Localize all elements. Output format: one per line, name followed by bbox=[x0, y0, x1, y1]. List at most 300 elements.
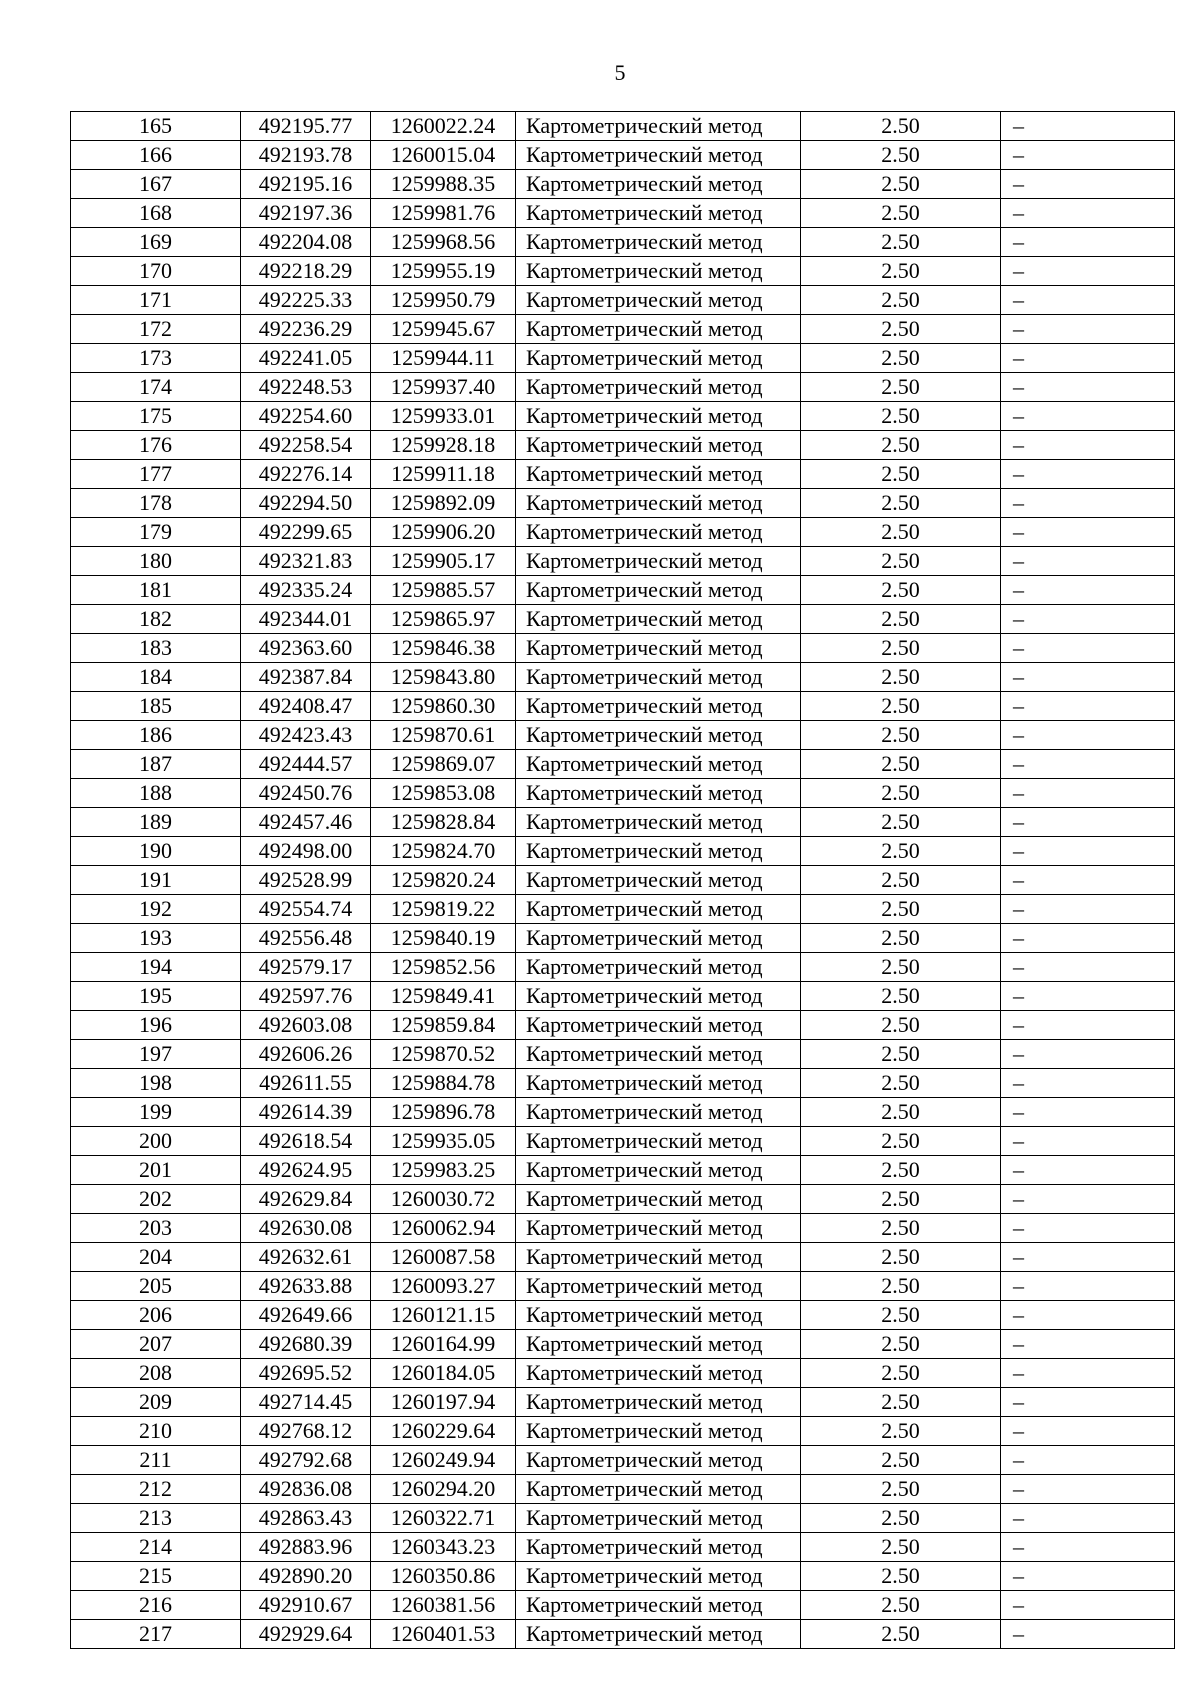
method-cell: Картометрический метод bbox=[516, 1301, 801, 1330]
accuracy-cell: 2.50 bbox=[801, 1011, 1001, 1040]
accuracy-cell: 2.50 bbox=[801, 721, 1001, 750]
x-coordinate-cell: 492890.20 bbox=[241, 1562, 371, 1591]
note-cell: – bbox=[1001, 1011, 1175, 1040]
x-coordinate-cell: 492457.46 bbox=[241, 808, 371, 837]
accuracy-cell: 2.50 bbox=[801, 199, 1001, 228]
x-coordinate-cell: 492225.33 bbox=[241, 286, 371, 315]
y-coordinate-cell: 1260022.24 bbox=[371, 112, 516, 141]
table-row bbox=[71, 808, 1175, 837]
method-cell: Картометрический метод bbox=[516, 982, 801, 1011]
accuracy-cell: 2.50 bbox=[801, 344, 1001, 373]
accuracy-cell: 2.50 bbox=[801, 1069, 1001, 1098]
method-cell: Картометрический метод bbox=[516, 547, 801, 576]
note-cell: – bbox=[1001, 1127, 1175, 1156]
accuracy-cell: 2.50 bbox=[801, 866, 1001, 895]
accuracy-cell: 2.50 bbox=[801, 924, 1001, 953]
method-cell: Картометрический метод bbox=[516, 518, 801, 547]
point-number-cell: 207 bbox=[71, 1330, 241, 1359]
accuracy-cell: 2.50 bbox=[801, 1185, 1001, 1214]
table-row bbox=[71, 1040, 1175, 1069]
note-cell: – bbox=[1001, 1388, 1175, 1417]
coordinates-table-body bbox=[71, 112, 1175, 1649]
table-row bbox=[71, 1185, 1175, 1214]
method-cell: Картометрический метод bbox=[516, 199, 801, 228]
x-coordinate-cell: 492929.64 bbox=[241, 1620, 371, 1649]
note-cell: – bbox=[1001, 1330, 1175, 1359]
point-number-cell: 213 bbox=[71, 1504, 241, 1533]
x-coordinate-cell: 492335.24 bbox=[241, 576, 371, 605]
accuracy-cell: 2.50 bbox=[801, 953, 1001, 982]
accuracy-cell: 2.50 bbox=[801, 1040, 1001, 1069]
method-cell: Картометрический метод bbox=[516, 663, 801, 692]
y-coordinate-cell: 1259853.08 bbox=[371, 779, 516, 808]
table-row bbox=[71, 1620, 1175, 1649]
note-cell: – bbox=[1001, 866, 1175, 895]
y-coordinate-cell: 1259852.56 bbox=[371, 953, 516, 982]
method-cell: Картометрический метод bbox=[516, 866, 801, 895]
point-number-cell: 168 bbox=[71, 199, 241, 228]
accuracy-cell: 2.50 bbox=[801, 460, 1001, 489]
accuracy-cell: 2.50 bbox=[801, 750, 1001, 779]
point-number-cell: 214 bbox=[71, 1533, 241, 1562]
method-cell: Картометрический метод bbox=[516, 1069, 801, 1098]
method-cell: Картометрический метод bbox=[516, 141, 801, 170]
note-cell: – bbox=[1001, 605, 1175, 634]
point-number-cell: 202 bbox=[71, 1185, 241, 1214]
y-coordinate-cell: 1259824.70 bbox=[371, 837, 516, 866]
x-coordinate-cell: 492632.61 bbox=[241, 1243, 371, 1272]
note-cell: – bbox=[1001, 1040, 1175, 1069]
y-coordinate-cell: 1260294.20 bbox=[371, 1475, 516, 1504]
accuracy-cell: 2.50 bbox=[801, 1504, 1001, 1533]
method-cell: Картометрический метод bbox=[516, 402, 801, 431]
table-row bbox=[71, 199, 1175, 228]
method-cell: Картометрический метод bbox=[516, 373, 801, 402]
note-cell: – bbox=[1001, 1185, 1175, 1214]
note-cell: – bbox=[1001, 1243, 1175, 1272]
y-coordinate-cell: 1260229.64 bbox=[371, 1417, 516, 1446]
x-coordinate-cell: 492883.96 bbox=[241, 1533, 371, 1562]
table-row bbox=[71, 1243, 1175, 1272]
accuracy-cell: 2.50 bbox=[801, 605, 1001, 634]
table-row bbox=[71, 460, 1175, 489]
note-cell: – bbox=[1001, 431, 1175, 460]
point-number-cell: 187 bbox=[71, 750, 241, 779]
note-cell: – bbox=[1001, 141, 1175, 170]
point-number-cell: 208 bbox=[71, 1359, 241, 1388]
accuracy-cell: 2.50 bbox=[801, 1243, 1001, 1272]
method-cell: Картометрический метод bbox=[516, 692, 801, 721]
table-row bbox=[71, 1388, 1175, 1417]
note-cell: – bbox=[1001, 402, 1175, 431]
accuracy-cell: 2.50 bbox=[801, 1301, 1001, 1330]
point-number-cell: 193 bbox=[71, 924, 241, 953]
note-cell: – bbox=[1001, 1620, 1175, 1649]
y-coordinate-cell: 1259988.35 bbox=[371, 170, 516, 199]
x-coordinate-cell: 492863.43 bbox=[241, 1504, 371, 1533]
x-coordinate-cell: 492254.60 bbox=[241, 402, 371, 431]
y-coordinate-cell: 1259884.78 bbox=[371, 1069, 516, 1098]
method-cell: Картометрический метод bbox=[516, 1446, 801, 1475]
y-coordinate-cell: 1259911.18 bbox=[371, 460, 516, 489]
table-row bbox=[71, 1098, 1175, 1127]
y-coordinate-cell: 1259885.57 bbox=[371, 576, 516, 605]
y-coordinate-cell: 1259905.17 bbox=[371, 547, 516, 576]
x-coordinate-cell: 492236.29 bbox=[241, 315, 371, 344]
method-cell: Картометрический метод bbox=[516, 170, 801, 199]
y-coordinate-cell: 1259860.30 bbox=[371, 692, 516, 721]
note-cell: – bbox=[1001, 1214, 1175, 1243]
accuracy-cell: 2.50 bbox=[801, 1272, 1001, 1301]
method-cell: Картометрический метод bbox=[516, 1620, 801, 1649]
y-coordinate-cell: 1260121.15 bbox=[371, 1301, 516, 1330]
point-number-cell: 173 bbox=[71, 344, 241, 373]
x-coordinate-cell: 492276.14 bbox=[241, 460, 371, 489]
point-number-cell: 176 bbox=[71, 431, 241, 460]
x-coordinate-cell: 492836.08 bbox=[241, 1475, 371, 1504]
accuracy-cell: 2.50 bbox=[801, 1330, 1001, 1359]
table-row bbox=[71, 547, 1175, 576]
y-coordinate-cell: 1259846.38 bbox=[371, 634, 516, 663]
method-cell: Картометрический метод bbox=[516, 286, 801, 315]
point-number-cell: 211 bbox=[71, 1446, 241, 1475]
x-coordinate-cell: 492321.83 bbox=[241, 547, 371, 576]
x-coordinate-cell: 492614.39 bbox=[241, 1098, 371, 1127]
point-number-cell: 209 bbox=[71, 1388, 241, 1417]
table-row bbox=[71, 1446, 1175, 1475]
table-row bbox=[71, 576, 1175, 605]
point-number-cell: 198 bbox=[71, 1069, 241, 1098]
point-number-cell: 179 bbox=[71, 518, 241, 547]
table-row bbox=[71, 605, 1175, 634]
point-number-cell: 217 bbox=[71, 1620, 241, 1649]
point-number-cell: 183 bbox=[71, 634, 241, 663]
note-cell: – bbox=[1001, 286, 1175, 315]
x-coordinate-cell: 492258.54 bbox=[241, 431, 371, 460]
note-cell: – bbox=[1001, 228, 1175, 257]
method-cell: Картометрический метод bbox=[516, 1098, 801, 1127]
y-coordinate-cell: 1260030.72 bbox=[371, 1185, 516, 1214]
note-cell: – bbox=[1001, 170, 1175, 199]
point-number-cell: 165 bbox=[71, 112, 241, 141]
x-coordinate-cell: 492556.48 bbox=[241, 924, 371, 953]
table-row bbox=[71, 1330, 1175, 1359]
note-cell: – bbox=[1001, 315, 1175, 344]
accuracy-cell: 2.50 bbox=[801, 170, 1001, 199]
table-row bbox=[71, 315, 1175, 344]
y-coordinate-cell: 1260401.53 bbox=[371, 1620, 516, 1649]
method-cell: Картометрический метод bbox=[516, 1272, 801, 1301]
y-coordinate-cell: 1259849.41 bbox=[371, 982, 516, 1011]
x-coordinate-cell: 492241.05 bbox=[241, 344, 371, 373]
accuracy-cell: 2.50 bbox=[801, 518, 1001, 547]
table-row bbox=[71, 373, 1175, 402]
table-row bbox=[71, 1127, 1175, 1156]
y-coordinate-cell: 1260350.86 bbox=[371, 1562, 516, 1591]
table-row bbox=[71, 228, 1175, 257]
accuracy-cell: 2.50 bbox=[801, 1620, 1001, 1649]
table-row bbox=[71, 866, 1175, 895]
table-row bbox=[71, 1156, 1175, 1185]
point-number-cell: 210 bbox=[71, 1417, 241, 1446]
y-coordinate-cell: 1259935.05 bbox=[371, 1127, 516, 1156]
table-row bbox=[71, 286, 1175, 315]
note-cell: – bbox=[1001, 547, 1175, 576]
y-coordinate-cell: 1259955.19 bbox=[371, 257, 516, 286]
accuracy-cell: 2.50 bbox=[801, 431, 1001, 460]
x-coordinate-cell: 492680.39 bbox=[241, 1330, 371, 1359]
accuracy-cell: 2.50 bbox=[801, 489, 1001, 518]
table-row bbox=[71, 895, 1175, 924]
point-number-cell: 188 bbox=[71, 779, 241, 808]
table-row bbox=[71, 924, 1175, 953]
note-cell: – bbox=[1001, 1504, 1175, 1533]
note-cell: – bbox=[1001, 1272, 1175, 1301]
table-row bbox=[71, 634, 1175, 663]
table-row bbox=[71, 1359, 1175, 1388]
accuracy-cell: 2.50 bbox=[801, 1562, 1001, 1591]
note-cell: – bbox=[1001, 953, 1175, 982]
x-coordinate-cell: 492695.52 bbox=[241, 1359, 371, 1388]
method-cell: Картометрический метод bbox=[516, 605, 801, 634]
accuracy-cell: 2.50 bbox=[801, 808, 1001, 837]
x-coordinate-cell: 492714.45 bbox=[241, 1388, 371, 1417]
method-cell: Картометрический метод bbox=[516, 1040, 801, 1069]
method-cell: Картометрический метод bbox=[516, 1214, 801, 1243]
method-cell: Картометрический метод bbox=[516, 1127, 801, 1156]
method-cell: Картометрический метод bbox=[516, 315, 801, 344]
y-coordinate-cell: 1259859.84 bbox=[371, 1011, 516, 1040]
point-number-cell: 205 bbox=[71, 1272, 241, 1301]
note-cell: – bbox=[1001, 982, 1175, 1011]
accuracy-cell: 2.50 bbox=[801, 1214, 1001, 1243]
x-coordinate-cell: 492193.78 bbox=[241, 141, 371, 170]
table-row bbox=[71, 112, 1175, 141]
method-cell: Картометрический метод bbox=[516, 257, 801, 286]
table-row bbox=[71, 1214, 1175, 1243]
x-coordinate-cell: 492649.66 bbox=[241, 1301, 371, 1330]
method-cell: Картометрический метод bbox=[516, 1011, 801, 1040]
x-coordinate-cell: 492597.76 bbox=[241, 982, 371, 1011]
y-coordinate-cell: 1259928.18 bbox=[371, 431, 516, 460]
note-cell: – bbox=[1001, 199, 1175, 228]
table-row bbox=[71, 141, 1175, 170]
accuracy-cell: 2.50 bbox=[801, 1533, 1001, 1562]
note-cell: – bbox=[1001, 576, 1175, 605]
point-number-cell: 182 bbox=[71, 605, 241, 634]
accuracy-cell: 2.50 bbox=[801, 779, 1001, 808]
table-row bbox=[71, 431, 1175, 460]
y-coordinate-cell: 1260164.99 bbox=[371, 1330, 516, 1359]
accuracy-cell: 2.50 bbox=[801, 663, 1001, 692]
table-row bbox=[71, 837, 1175, 866]
method-cell: Картометрический метод bbox=[516, 460, 801, 489]
table-row bbox=[71, 1272, 1175, 1301]
method-cell: Картометрический метод bbox=[516, 1156, 801, 1185]
x-coordinate-cell: 492554.74 bbox=[241, 895, 371, 924]
x-coordinate-cell: 492294.50 bbox=[241, 489, 371, 518]
note-cell: – bbox=[1001, 1591, 1175, 1620]
point-number-cell: 186 bbox=[71, 721, 241, 750]
x-coordinate-cell: 492195.16 bbox=[241, 170, 371, 199]
y-coordinate-cell: 1259865.97 bbox=[371, 605, 516, 634]
note-cell: – bbox=[1001, 1069, 1175, 1098]
accuracy-cell: 2.50 bbox=[801, 1417, 1001, 1446]
table-row bbox=[71, 170, 1175, 199]
x-coordinate-cell: 492624.95 bbox=[241, 1156, 371, 1185]
y-coordinate-cell: 1259937.40 bbox=[371, 373, 516, 402]
x-coordinate-cell: 492498.00 bbox=[241, 837, 371, 866]
x-coordinate-cell: 492768.12 bbox=[241, 1417, 371, 1446]
point-number-cell: 204 bbox=[71, 1243, 241, 1272]
table-row bbox=[71, 750, 1175, 779]
y-coordinate-cell: 1259819.22 bbox=[371, 895, 516, 924]
method-cell: Картометрический метод bbox=[516, 431, 801, 460]
point-number-cell: 180 bbox=[71, 547, 241, 576]
table-row bbox=[71, 692, 1175, 721]
y-coordinate-cell: 1259869.07 bbox=[371, 750, 516, 779]
accuracy-cell: 2.50 bbox=[801, 1156, 1001, 1185]
point-number-cell: 196 bbox=[71, 1011, 241, 1040]
x-coordinate-cell: 492633.88 bbox=[241, 1272, 371, 1301]
y-coordinate-cell: 1259828.84 bbox=[371, 808, 516, 837]
y-coordinate-cell: 1259944.11 bbox=[371, 344, 516, 373]
method-cell: Картометрический метод bbox=[516, 1330, 801, 1359]
x-coordinate-cell: 492218.29 bbox=[241, 257, 371, 286]
accuracy-cell: 2.50 bbox=[801, 141, 1001, 170]
accuracy-cell: 2.50 bbox=[801, 1127, 1001, 1156]
method-cell: Картометрический метод bbox=[516, 228, 801, 257]
method-cell: Картометрический метод bbox=[516, 1185, 801, 1214]
note-cell: – bbox=[1001, 257, 1175, 286]
point-number-cell: 216 bbox=[71, 1591, 241, 1620]
point-number-cell: 194 bbox=[71, 953, 241, 982]
method-cell: Картометрический метод bbox=[516, 1388, 801, 1417]
y-coordinate-cell: 1259840.19 bbox=[371, 924, 516, 953]
table-row bbox=[71, 1301, 1175, 1330]
note-cell: – bbox=[1001, 634, 1175, 663]
note-cell: – bbox=[1001, 1156, 1175, 1185]
x-coordinate-cell: 492579.17 bbox=[241, 953, 371, 982]
note-cell: – bbox=[1001, 663, 1175, 692]
y-coordinate-cell: 1259945.67 bbox=[371, 315, 516, 344]
note-cell: – bbox=[1001, 489, 1175, 518]
note-cell: – bbox=[1001, 924, 1175, 953]
point-number-cell: 203 bbox=[71, 1214, 241, 1243]
table-row bbox=[71, 402, 1175, 431]
point-number-cell: 174 bbox=[71, 373, 241, 402]
table-row bbox=[71, 1417, 1175, 1446]
method-cell: Картометрический метод bbox=[516, 1562, 801, 1591]
y-coordinate-cell: 1259906.20 bbox=[371, 518, 516, 547]
y-coordinate-cell: 1259870.52 bbox=[371, 1040, 516, 1069]
accuracy-cell: 2.50 bbox=[801, 1359, 1001, 1388]
point-number-cell: 201 bbox=[71, 1156, 241, 1185]
note-cell: – bbox=[1001, 344, 1175, 373]
point-number-cell: 170 bbox=[71, 257, 241, 286]
y-coordinate-cell: 1260093.27 bbox=[371, 1272, 516, 1301]
method-cell: Картометрический метод bbox=[516, 1417, 801, 1446]
point-number-cell: 178 bbox=[71, 489, 241, 518]
accuracy-cell: 2.50 bbox=[801, 1446, 1001, 1475]
method-cell: Картометрический метод bbox=[516, 576, 801, 605]
x-coordinate-cell: 492204.08 bbox=[241, 228, 371, 257]
x-coordinate-cell: 492248.53 bbox=[241, 373, 371, 402]
point-number-cell: 166 bbox=[71, 141, 241, 170]
point-number-cell: 181 bbox=[71, 576, 241, 605]
x-coordinate-cell: 492618.54 bbox=[241, 1127, 371, 1156]
y-coordinate-cell: 1259933.01 bbox=[371, 402, 516, 431]
y-coordinate-cell: 1260015.04 bbox=[371, 141, 516, 170]
y-coordinate-cell: 1259983.25 bbox=[371, 1156, 516, 1185]
note-cell: – bbox=[1001, 112, 1175, 141]
y-coordinate-cell: 1260087.58 bbox=[371, 1243, 516, 1272]
note-cell: – bbox=[1001, 460, 1175, 489]
note-cell: – bbox=[1001, 1562, 1175, 1591]
x-coordinate-cell: 492910.67 bbox=[241, 1591, 371, 1620]
x-coordinate-cell: 492408.47 bbox=[241, 692, 371, 721]
x-coordinate-cell: 492611.55 bbox=[241, 1069, 371, 1098]
accuracy-cell: 2.50 bbox=[801, 286, 1001, 315]
accuracy-cell: 2.50 bbox=[801, 634, 1001, 663]
note-cell: – bbox=[1001, 1475, 1175, 1504]
accuracy-cell: 2.50 bbox=[801, 837, 1001, 866]
point-number-cell: 199 bbox=[71, 1098, 241, 1127]
point-number-cell: 192 bbox=[71, 895, 241, 924]
method-cell: Картометрический метод bbox=[516, 721, 801, 750]
point-number-cell: 169 bbox=[71, 228, 241, 257]
note-cell: – bbox=[1001, 1533, 1175, 1562]
note-cell: – bbox=[1001, 721, 1175, 750]
point-number-cell: 197 bbox=[71, 1040, 241, 1069]
method-cell: Картометрический метод bbox=[516, 750, 801, 779]
method-cell: Картометрический метод bbox=[516, 895, 801, 924]
point-number-cell: 185 bbox=[71, 692, 241, 721]
point-number-cell: 167 bbox=[71, 170, 241, 199]
y-coordinate-cell: 1260343.23 bbox=[371, 1533, 516, 1562]
table-row bbox=[71, 982, 1175, 1011]
accuracy-cell: 2.50 bbox=[801, 576, 1001, 605]
y-coordinate-cell: 1260197.94 bbox=[371, 1388, 516, 1417]
accuracy-cell: 2.50 bbox=[801, 1388, 1001, 1417]
y-coordinate-cell: 1260062.94 bbox=[371, 1214, 516, 1243]
point-number-cell: 171 bbox=[71, 286, 241, 315]
accuracy-cell: 2.50 bbox=[801, 547, 1001, 576]
accuracy-cell: 2.50 bbox=[801, 1475, 1001, 1504]
note-cell: – bbox=[1001, 895, 1175, 924]
x-coordinate-cell: 492195.77 bbox=[241, 112, 371, 141]
accuracy-cell: 2.50 bbox=[801, 402, 1001, 431]
accuracy-cell: 2.50 bbox=[801, 257, 1001, 286]
page-number: 5 bbox=[614, 60, 626, 85]
point-number-cell: 184 bbox=[71, 663, 241, 692]
note-cell: – bbox=[1001, 1098, 1175, 1127]
note-cell: – bbox=[1001, 692, 1175, 721]
accuracy-cell: 2.50 bbox=[801, 1591, 1001, 1620]
table-row bbox=[71, 779, 1175, 808]
x-coordinate-cell: 492629.84 bbox=[241, 1185, 371, 1214]
method-cell: Картометрический метод bbox=[516, 1504, 801, 1533]
table-row bbox=[71, 518, 1175, 547]
x-coordinate-cell: 492197.36 bbox=[241, 199, 371, 228]
table-row bbox=[71, 489, 1175, 518]
table-row bbox=[71, 1475, 1175, 1504]
method-cell: Картометрический метод bbox=[516, 1475, 801, 1504]
x-coordinate-cell: 492630.08 bbox=[241, 1214, 371, 1243]
table-row bbox=[71, 1504, 1175, 1533]
note-cell: – bbox=[1001, 1301, 1175, 1330]
note-cell: – bbox=[1001, 1417, 1175, 1446]
